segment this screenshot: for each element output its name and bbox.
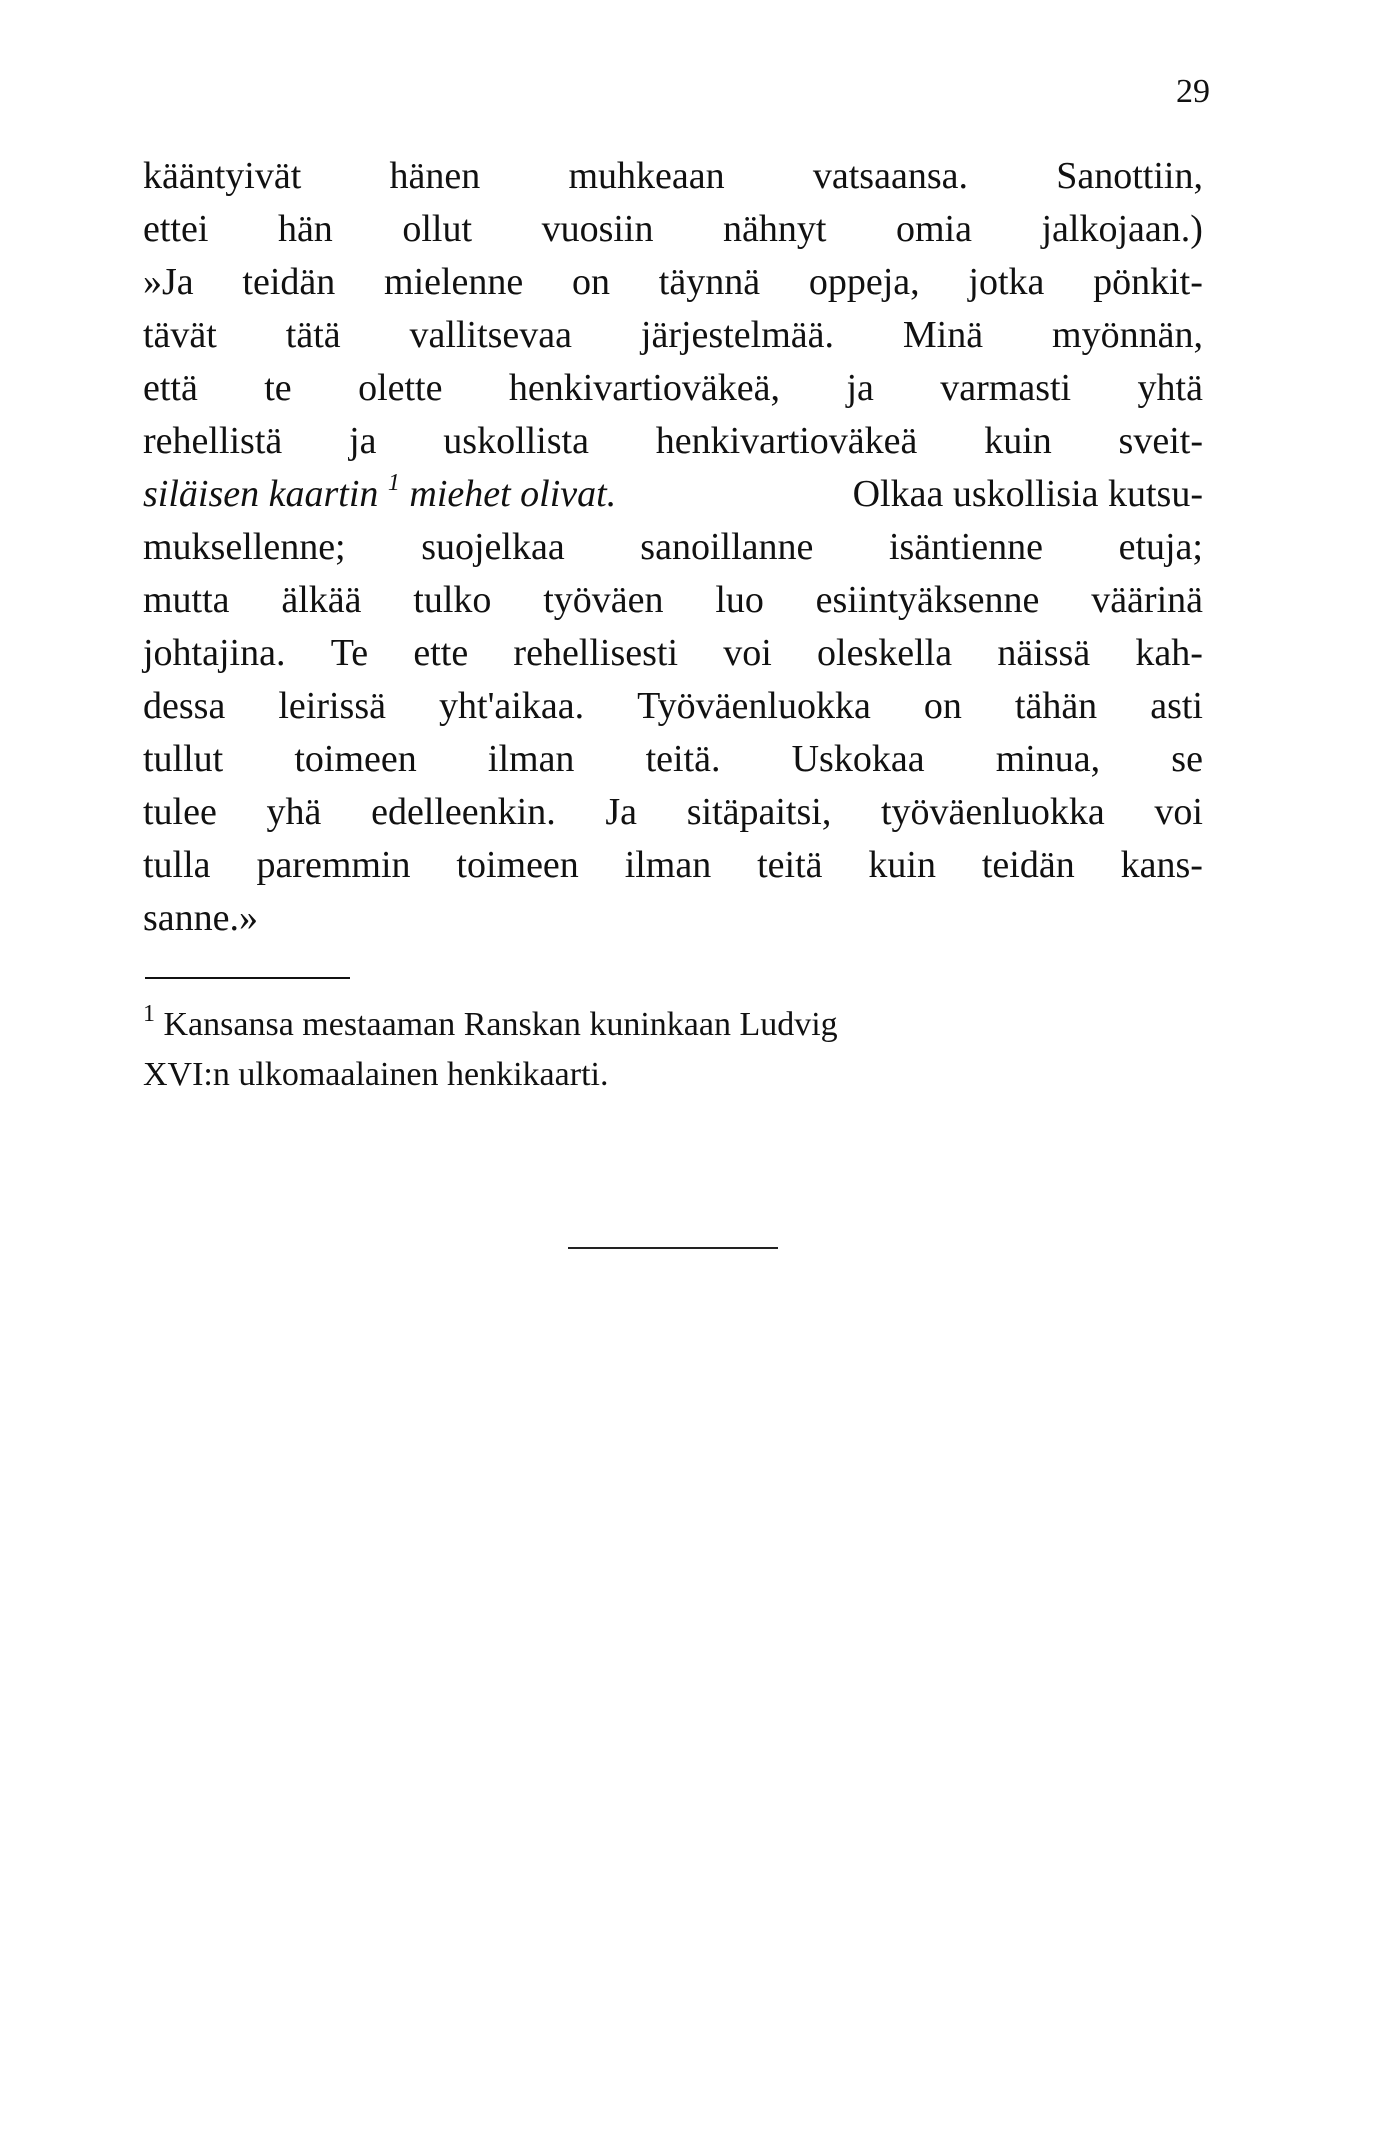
word: jotka — [968, 261, 1045, 303]
word: hän — [277, 208, 333, 250]
word: suojelkaa — [421, 526, 565, 568]
word: on — [923, 685, 962, 727]
word: teidän — [981, 844, 1075, 886]
word: älkää — [281, 579, 362, 621]
body-text — [143, 150, 1203, 945]
footnote-divider — [145, 977, 350, 979]
word: Työväenluokka — [637, 685, 871, 727]
word: »Ja — [143, 261, 194, 303]
word: tävät — [143, 314, 217, 356]
footnote-line-content — [143, 1000, 838, 1050]
word: Ja — [605, 791, 638, 833]
word: toimeen — [294, 738, 417, 780]
word: mielenne — [384, 261, 524, 303]
word: muksellenne; — [143, 526, 346, 568]
word: pönkit- — [1093, 261, 1203, 303]
word: ette — [413, 632, 469, 674]
end-divider — [568, 1247, 778, 1249]
footnote-text: Kansansa mestaaman Ranskan kuninkaan Ludvig — [163, 1006, 838, 1043]
word: kuin — [984, 420, 1052, 462]
text-line — [143, 415, 1203, 468]
text-line — [143, 892, 1203, 945]
word: Uskokaa — [791, 738, 925, 780]
word: etuja; — [1118, 526, 1203, 568]
word: rehellistä — [143, 420, 283, 462]
page-number: 29 — [1176, 73, 1210, 110]
word: teitä — [757, 844, 823, 886]
word: yhtä — [1137, 367, 1203, 409]
word: ja — [846, 367, 874, 409]
word: täynnä — [658, 261, 761, 303]
text-line — [143, 256, 1203, 309]
text-line — [143, 786, 1203, 839]
italic-text-before: siläisen kaartin — [143, 473, 379, 515]
word: sveit- — [1118, 420, 1203, 462]
word: oppeja, — [808, 261, 920, 303]
word: ilman — [487, 738, 575, 780]
text-line — [143, 203, 1203, 256]
word: tähän — [1014, 685, 1098, 727]
word: henkivartioväkeä — [655, 420, 918, 462]
word: yhä — [266, 791, 322, 833]
word: tulee — [143, 791, 217, 833]
word: myönnän, — [1052, 314, 1203, 356]
word: nähnyt — [723, 208, 827, 250]
word: vatsaansa. — [812, 155, 968, 197]
word: tätä — [285, 314, 341, 356]
text-line — [143, 627, 1203, 680]
word: henkivartioväkeä, — [508, 367, 781, 409]
word: voi — [723, 632, 772, 674]
word: Sanottiin, — [1056, 155, 1203, 197]
text-line — [143, 362, 1203, 415]
word: järjestelmää. — [640, 314, 834, 356]
word: te — [264, 367, 292, 409]
word: leirissä — [278, 685, 386, 727]
word: kuin — [868, 844, 936, 886]
text-line — [143, 309, 1203, 362]
text-line — [143, 150, 1203, 203]
word: paremmin — [256, 844, 411, 886]
word: dessa — [143, 685, 226, 727]
word: sitäpaitsi, — [686, 791, 832, 833]
word: voi — [1154, 791, 1203, 833]
text-line-with-footnote-ref — [143, 468, 1203, 521]
text-line — [143, 839, 1203, 892]
word: sanoillanne — [640, 526, 814, 568]
word: mutta — [143, 579, 230, 621]
word: esiintyäksenne — [815, 579, 1040, 621]
word: näissä — [997, 632, 1091, 674]
footnote-line — [143, 1000, 1203, 1050]
word: on — [572, 261, 611, 303]
word: toimeen — [456, 844, 579, 886]
word: vallitsevaa — [409, 314, 573, 356]
text-line — [143, 574, 1203, 627]
text-line-content: Olkaa uskollisia kutsu- — [852, 473, 1203, 515]
footnote — [143, 1000, 1203, 1100]
word: varmasti — [940, 367, 1072, 409]
text-line-content: sanne.» — [143, 897, 259, 939]
word: se — [1171, 738, 1203, 780]
word: kah- — [1135, 632, 1203, 674]
word: tullut — [143, 738, 224, 780]
footnote-marker: 1 — [143, 1000, 155, 1027]
word: muhkeaan — [568, 155, 725, 197]
word: luo — [715, 579, 764, 621]
word: yht'aikaa. — [439, 685, 585, 727]
word: jalkojaan.) — [1041, 208, 1203, 250]
word: teidän — [242, 261, 336, 303]
italic-text-after: miehet olivat. — [409, 473, 617, 515]
word: Te — [330, 632, 369, 674]
word: olette — [358, 367, 443, 409]
word: minua, — [995, 738, 1101, 780]
word: ilman — [624, 844, 712, 886]
word: ollut — [402, 208, 473, 250]
word: Minä — [902, 314, 984, 356]
word: kans- — [1120, 844, 1203, 886]
text-line — [143, 521, 1203, 574]
word: kääntyivät — [143, 155, 302, 197]
text-line — [143, 680, 1203, 733]
footnote-line — [143, 1050, 1203, 1100]
word: edelleenkin. — [371, 791, 556, 833]
footnote-reference: 1 — [387, 470, 400, 497]
word: väärinä — [1091, 579, 1203, 621]
word: ja — [349, 420, 377, 462]
word: isäntienne — [888, 526, 1043, 568]
word: omia — [895, 208, 972, 250]
word: uskollista — [443, 420, 589, 462]
italic-passage — [143, 468, 616, 521]
word: rehellisesti — [513, 632, 679, 674]
footnote-text: XVI:n ulkomaalainen henkikaarti. — [143, 1056, 609, 1093]
word: oleskella — [817, 632, 953, 674]
word: vuosiin — [541, 208, 654, 250]
word: ettei — [143, 208, 209, 250]
word: että — [143, 367, 198, 409]
word: johtajina. — [143, 632, 286, 674]
word: hänen — [389, 155, 481, 197]
word: tulla — [143, 844, 211, 886]
word: asti — [1150, 685, 1203, 727]
word: työväenluokka — [881, 791, 1105, 833]
word: teitä. — [645, 738, 721, 780]
word: työväen — [543, 579, 664, 621]
word: tulko — [413, 579, 492, 621]
text-line — [143, 733, 1203, 786]
